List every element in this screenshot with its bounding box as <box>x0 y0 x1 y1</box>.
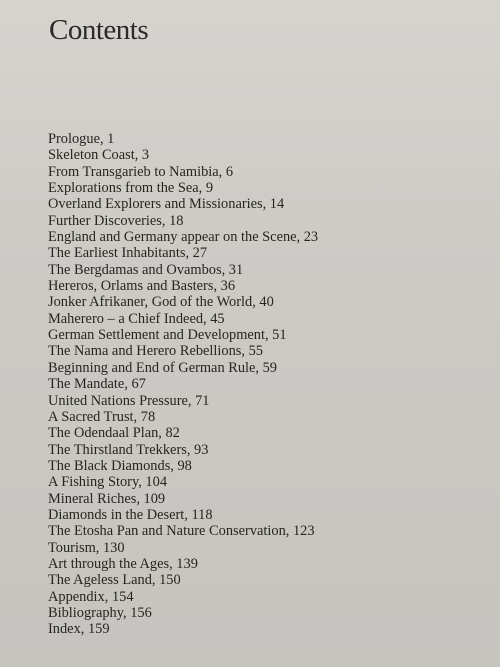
toc-entry: From Transgarieb to Namibia, 6 <box>48 163 234 180</box>
toc-entry: German Settlement and Development, 51 <box>48 327 287 344</box>
toc-entry: England and Germany appear on the Scene, 23 <box>48 229 319 246</box>
toc-entry: The Black Diamonds, 98 <box>48 457 192 474</box>
toc-entry: A Sacred Trust, 78 <box>48 408 156 425</box>
toc-entry: Maherero – a Chief Indeed, 45 <box>48 310 225 327</box>
toc-entry: Beginning and End of German Rule, 59 <box>48 359 278 376</box>
toc-entry: The Mandate, 67 <box>48 376 146 393</box>
toc-entry: The Earliest Inhabitants, 27 <box>48 245 208 262</box>
toc-entry: Appendix, 154 <box>48 588 134 605</box>
toc-entry: Index, 159 <box>48 621 110 638</box>
page-title: Contents <box>49 14 149 46</box>
toc-entry: The Nama and Herero Rebellions, 55 <box>48 343 263 360</box>
toc-entry: Hereros, Orlams and Basters, 36 <box>48 278 236 295</box>
toc-entry: Tourism, 130 <box>48 539 125 556</box>
toc-entry: The Etosha Pan and Nature Conservation, 123 <box>48 523 315 540</box>
toc-entry: Bibliography, 156 <box>48 604 152 621</box>
toc-entry: The Ageless Land, 150 <box>48 572 181 589</box>
toc-entry: The Thirstland Trekkers, 93 <box>48 441 209 458</box>
toc-entry: Overland Explorers and Missionaries, 14 <box>48 196 285 213</box>
table-of-contents <box>48 131 318 638</box>
toc-entry: A Fishing Story, 104 <box>48 474 168 491</box>
toc-entry: Prologue, 1 <box>48 131 115 147</box>
toc-entry: Further Discoveries, 18 <box>48 212 184 229</box>
toc-entry: United Nations Pressure, 71 <box>48 392 210 409</box>
toc-entry: The Odendaal Plan, 82 <box>48 425 180 442</box>
toc-entry: Jonker Afrikaner, God of the World, 40 <box>48 294 274 311</box>
toc-entry: Explorations from the Sea, 9 <box>48 180 214 197</box>
toc-entry: Skeleton Coast, 3 <box>48 147 150 164</box>
toc-entry: Art through the Ages, 139 <box>48 555 198 572</box>
toc-entry: Diamonds in the Desert, 118 <box>48 506 213 523</box>
toc-entry: The Bergdamas and Ovambos, 31 <box>48 261 244 278</box>
toc-entry: Mineral Riches, 109 <box>48 490 166 507</box>
